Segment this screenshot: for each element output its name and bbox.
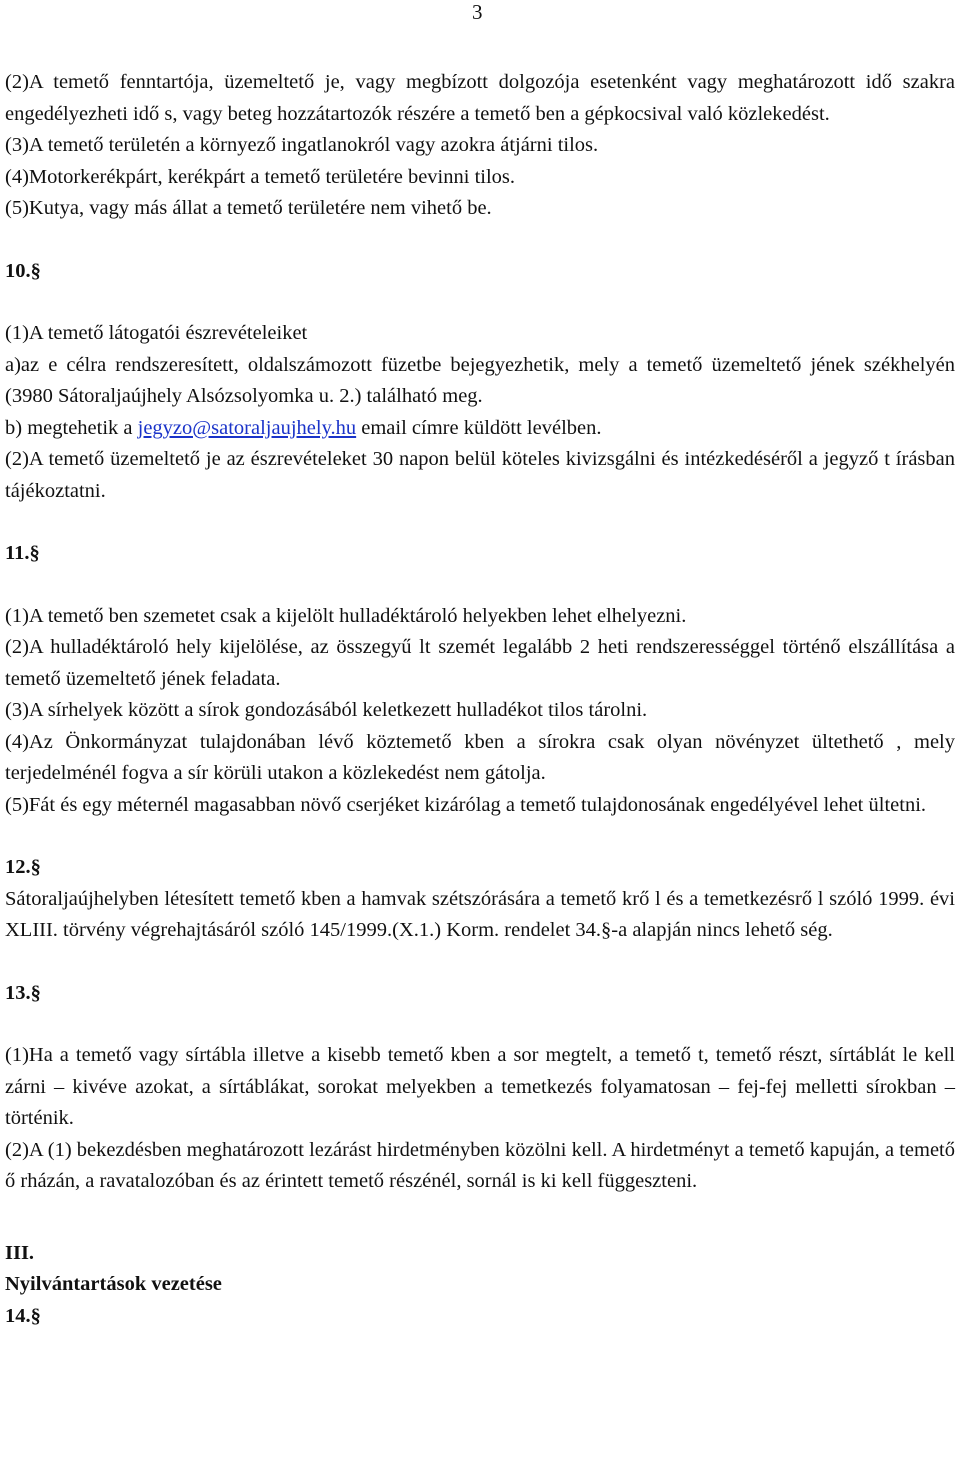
chapter-title: Nyilvántartások vezetése: [5, 1273, 222, 1295]
sec11-paragraph-4: (4)Az Önkormányzat tulajdonában lévő köztemető kben a sírokra csak olyan növényzet ültethető , mely terjedelménél fogva a sír körüli utakon a közlekedést nem gátolja.: [5, 730, 955, 784]
sec10-item-b-prefix: b) megtehetik a: [5, 416, 138, 439]
section-11-heading: 11.§: [5, 542, 40, 564]
section-14-heading: 14.§: [5, 1304, 41, 1327]
sec11-paragraph-1: (1)A temető ben szemetet csak a kijelölt hulladéktároló helyekben lehet elhelyezni.: [5, 604, 687, 627]
sec13-paragraph-2: (2)A (1) bekezdésben meghatározott lezárást hirdetményben közölni kell. A hirdetményt a temető kapuján, a temető ő rházán, a ravatalozóban és az érintett temető részénél, sornál is ki kell függeszteni.: [5, 1138, 955, 1192]
sec11-paragraph-3: (3)A sírhelyek között a sírok gondozásából keletkezett hulladékot tilos tárolni.: [5, 699, 648, 721]
sec11-paragraph-5: (5)Fát és egy méternél magasabban növő cserjéket kizárólag a temető tulajdonosának engedélyével lehet ültetni.: [5, 793, 927, 816]
sec9-paragraph-3: (3)A temető területén a környező ingatlanokról vagy azokra átjárni tilos.: [5, 134, 599, 156]
email-link[interactable]: jegyzo@satoraljaujhely.hu: [137, 416, 357, 439]
sec9-paragraph-4: (4)Motorkerékpárt, kerékpárt a temető területére bevinni tilos.: [5, 165, 516, 188]
sec13-paragraph-1: (1)Ha a temető vagy sírtábla illetve a kisebb temető kben a sor megtelt, a temető t, temető részt, sírtáblát le kell zárni – kivéve azokat, a sírtáblákat, sorokat melyekben a temetkezés folyamatosan – fej-fej melletti sírokban – történik.: [5, 1044, 955, 1129]
section-13-heading: 13.§: [5, 981, 41, 1004]
sec10-item-a: a)az e célra rendszeresített, oldalszámozott füzetbe bejegyezhetik, mely a temető üzemeltető jének székhelyén (3980 Sátoraljaújhely Alsózsolyomka u. 2.) található meg.: [5, 353, 955, 407]
sec10-item-b-suffix: email címre küldött levélben.: [356, 416, 602, 439]
sec11-paragraph-2: (2)A hulladéktároló hely kijelölése, az összegyű lt szemét legalább 2 heti rendszerességgel történő elszállítása a temető üzemeltető jének feladata.: [5, 636, 955, 690]
section-12-heading: 12.§: [5, 856, 41, 878]
sec9-paragraph-2: (2)A temető fenntartója, üzemeltető je, vagy megbízott dolgozója esetenként vagy meghatározott idő szakra engedélyezheti idő s, vagy beteg hozzátartozók részére a temető ben a gépkocsival való közlekedést.: [5, 71, 955, 125]
sec12-paragraph-1: Sátoraljaújhelyben létesített temető kben a hamvak szétszórására a temető krő l és a temetkezésrő l szóló 1999. évi XLIII. törvény végrehajtásáról szóló 145/1999.(X.1.) Korm. rendelet 34.§-a alapján nincs lehető ség.: [5, 887, 955, 941]
document-body: [5, 67, 955, 1332]
sec10-paragraph-2: (2)A temető üzemeltető je az észrevételeket 30 napon belül köteles kivizsgálni és intézkedéséről a jegyző t írásban tájékoztatni.: [5, 448, 955, 502]
sec9-paragraph-5: (5)Kutya, vagy más állat a temető területére nem vihető be.: [5, 197, 492, 219]
sec10-item-b: [5, 413, 955, 445]
chapter-number: III.: [5, 1241, 35, 1264]
sec10-paragraph-1: (1)A temető látogatói észrevételeiket: [5, 322, 308, 344]
section-10-heading: 10.§: [5, 259, 41, 282]
page-number: 3: [472, 0, 483, 24]
